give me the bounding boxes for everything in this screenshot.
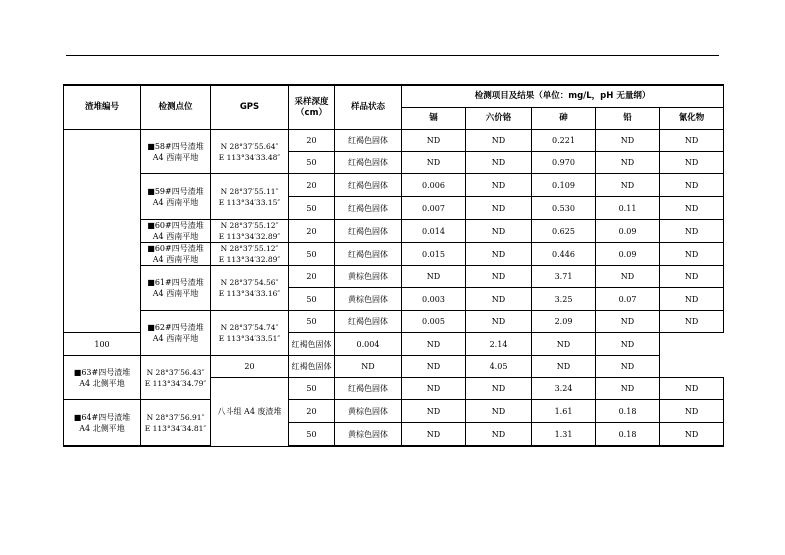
table-row <box>64 356 724 378</box>
cr6-cell: ND <box>466 243 532 266</box>
cd-cell: ND <box>402 130 466 152</box>
depth-cell: 50 <box>289 423 335 447</box>
state-cell: 黄棕色固体 <box>335 423 402 447</box>
cr6-cell: ND <box>466 152 532 174</box>
as-cell: 0.221 <box>532 130 596 152</box>
state-cell: 红褐色固体 <box>335 220 402 243</box>
point-cell: ■59#四号渣堆 A4 西南平地 <box>141 174 211 220</box>
pb-cell: 0.09 <box>596 220 660 243</box>
pile-name-cell: 八斗组 A4 废渣堆 <box>211 378 289 447</box>
point-cell: ■60#四号渣堆 A4 西南平地 <box>141 220 211 243</box>
as-cell: 3.25 <box>532 288 596 311</box>
cd-cell: ND <box>402 152 466 174</box>
pb-cell: ND <box>596 174 660 197</box>
gps-cell: N 28°37′55.11″ E 113°34′33.15″ <box>211 174 289 220</box>
state-cell: 红褐色固体 <box>335 243 402 266</box>
depth-cell: 50 <box>289 288 335 311</box>
results-table <box>63 84 724 447</box>
depth-cell: 50 <box>289 197 335 220</box>
cd-cell: 0.014 <box>402 220 466 243</box>
cr6-cell: ND <box>466 288 532 311</box>
point-cell: ■58#四号渣堆 A4 西南平地 <box>141 130 211 174</box>
pb-cell: 0.18 <box>596 400 660 423</box>
as-cell: 4.05 <box>466 356 532 378</box>
as-cell: 2.14 <box>466 333 532 356</box>
header-as: 砷 <box>532 108 596 130</box>
cr6-cell: ND <box>466 197 532 220</box>
point-cell: ■61#四号渣堆 A4 西南平地 <box>141 266 211 311</box>
pb-cell: 0.07 <box>596 288 660 311</box>
cr6-cell: ND <box>466 378 532 400</box>
header-cn: 氰化物 <box>660 108 724 130</box>
table-row <box>64 311 724 333</box>
table-row <box>64 220 724 243</box>
cr6-cell: ND <box>402 356 466 378</box>
header-gps: GPS <box>211 85 289 130</box>
header-pb: 铅 <box>596 108 660 130</box>
cd-cell: 0.007 <box>402 197 466 220</box>
table-row <box>64 243 724 266</box>
pb-cell: 0.18 <box>596 423 660 447</box>
header-results-group: 检测项目及结果（单位：mg/L，pH 无量纲） <box>402 85 724 108</box>
state-cell: 红褐色固体 <box>289 333 335 356</box>
cd-cell: ND <box>402 266 466 288</box>
cd-cell: 0.006 <box>402 174 466 197</box>
cd-cell: ND <box>402 378 466 400</box>
state-cell: 黄棕色固体 <box>335 266 402 288</box>
header-state: 样品状态 <box>335 85 402 130</box>
table-row <box>64 174 724 197</box>
pb-cell: ND <box>596 266 660 288</box>
header-cd: 镉 <box>402 108 466 130</box>
state-cell: 黄棕色固体 <box>335 400 402 423</box>
cn-cell: ND <box>660 130 724 152</box>
cd-cell: ND <box>402 400 466 423</box>
cn-cell: ND <box>660 220 724 243</box>
cd-cell: 0.015 <box>402 243 466 266</box>
cr6-cell: ND <box>402 333 466 356</box>
results-body <box>64 130 724 447</box>
as-cell: 0.625 <box>532 220 596 243</box>
cn-cell: ND <box>660 311 724 333</box>
state-cell: 红褐色固体 <box>335 174 402 197</box>
depth-cell: 50 <box>289 243 335 266</box>
cn-cell: ND <box>660 197 724 220</box>
header-depth: 采样深度（cm） <box>289 85 335 130</box>
pb-cell: ND <box>532 333 596 356</box>
cd-cell: ND <box>335 356 402 378</box>
cd-cell: 0.004 <box>335 333 402 356</box>
depth-cell: 20 <box>211 356 289 378</box>
pb-cell: 0.11 <box>596 197 660 220</box>
pb-cell: ND <box>596 152 660 174</box>
gps-cell: N 28°37′56.43″ E 113°34′34.79″ <box>141 356 211 400</box>
cn-cell: ND <box>660 152 724 174</box>
cd-cell: ND <box>402 423 466 447</box>
depth-cell: 20 <box>289 266 335 288</box>
depth-cell: 20 <box>289 220 335 243</box>
cr6-cell: ND <box>466 174 532 197</box>
header-pile-id: 渣堆编号 <box>64 85 141 130</box>
cr6-cell: ND <box>466 130 532 152</box>
as-cell: 0.446 <box>532 243 596 266</box>
gps-cell: N 28°37′54.74″ E 113°34′33.51″ <box>211 311 289 356</box>
gps-cell: N 28°37′56.91″ E 113°34′34.81″ <box>141 400 211 447</box>
page-header-rule <box>66 55 719 56</box>
gps-cell: N 28°37′54.56″ E 113°34′33.16″ <box>211 266 289 311</box>
cn-cell: ND <box>596 333 660 356</box>
as-cell: 0.530 <box>532 197 596 220</box>
point-cell: ■62#四号渣堆 A4 西南平地 <box>141 311 211 356</box>
cr6-cell: ND <box>466 423 532 447</box>
pb-cell: ND <box>532 356 596 378</box>
pb-cell: 0.09 <box>596 243 660 266</box>
as-cell: 0.970 <box>532 152 596 174</box>
header-cr6: 六价铬 <box>466 108 532 130</box>
state-cell: 红褐色固体 <box>335 197 402 220</box>
depth-cell: 50 <box>289 152 335 174</box>
cn-cell: ND <box>660 288 724 311</box>
state-cell: 红褐色固体 <box>335 311 402 333</box>
cn-cell: ND <box>660 400 724 423</box>
depth-cell: 20 <box>289 400 335 423</box>
cn-cell: ND <box>660 174 724 197</box>
state-cell: 红褐色固体 <box>289 356 335 378</box>
cn-cell: ND <box>596 356 660 378</box>
as-cell: 3.24 <box>532 378 596 400</box>
depth-cell: 20 <box>289 174 335 197</box>
cd-cell: 0.003 <box>402 288 466 311</box>
pb-cell: ND <box>596 378 660 400</box>
state-cell: 黄棕色固体 <box>335 288 402 311</box>
pb-cell: ND <box>596 130 660 152</box>
depth-cell: 50 <box>289 378 335 400</box>
state-cell: 红褐色固体 <box>335 378 402 400</box>
pb-cell: ND <box>596 311 660 333</box>
as-cell: 0.109 <box>532 174 596 197</box>
cr6-cell: ND <box>466 220 532 243</box>
cn-cell: ND <box>660 378 724 400</box>
table-row <box>64 130 724 152</box>
point-cell: ■63#四号渣堆 A4 北侧平地 <box>64 356 141 400</box>
as-cell: 2.09 <box>532 311 596 333</box>
gps-cell: N 28°37′55.12″ E 113°34′32.89″ <box>211 220 289 243</box>
cn-cell: ND <box>660 266 724 288</box>
depth-cell: 20 <box>289 130 335 152</box>
gps-cell: N 28°37′55.64″ E 113°34′33.48″ <box>211 130 289 174</box>
cr6-cell: ND <box>466 266 532 288</box>
table-row <box>64 400 724 423</box>
as-cell: 1.31 <box>532 423 596 447</box>
point-cell: ■64#四号渣堆 A4 北侧平地 <box>64 400 141 447</box>
cn-cell: ND <box>660 423 724 447</box>
state-cell: 红褐色固体 <box>335 152 402 174</box>
header-point: 检测点位 <box>141 85 211 130</box>
cn-cell: ND <box>660 243 724 266</box>
pile-cell-empty <box>64 130 141 333</box>
cd-cell: 0.005 <box>402 311 466 333</box>
depth-cell: 50 <box>289 311 335 333</box>
depth-cell: 100 <box>64 333 141 356</box>
table-row <box>64 266 724 288</box>
point-cell: ■60#四号渣堆 A4 西南平地 <box>141 243 211 266</box>
as-cell: 3.71 <box>532 266 596 288</box>
cr6-cell: ND <box>466 400 532 423</box>
cr6-cell: ND <box>466 311 532 333</box>
as-cell: 1.61 <box>532 400 596 423</box>
state-cell: 红褐色固体 <box>335 130 402 152</box>
gps-cell: N 28°37′55.12″ E 113°34′32.89″ <box>211 243 289 266</box>
